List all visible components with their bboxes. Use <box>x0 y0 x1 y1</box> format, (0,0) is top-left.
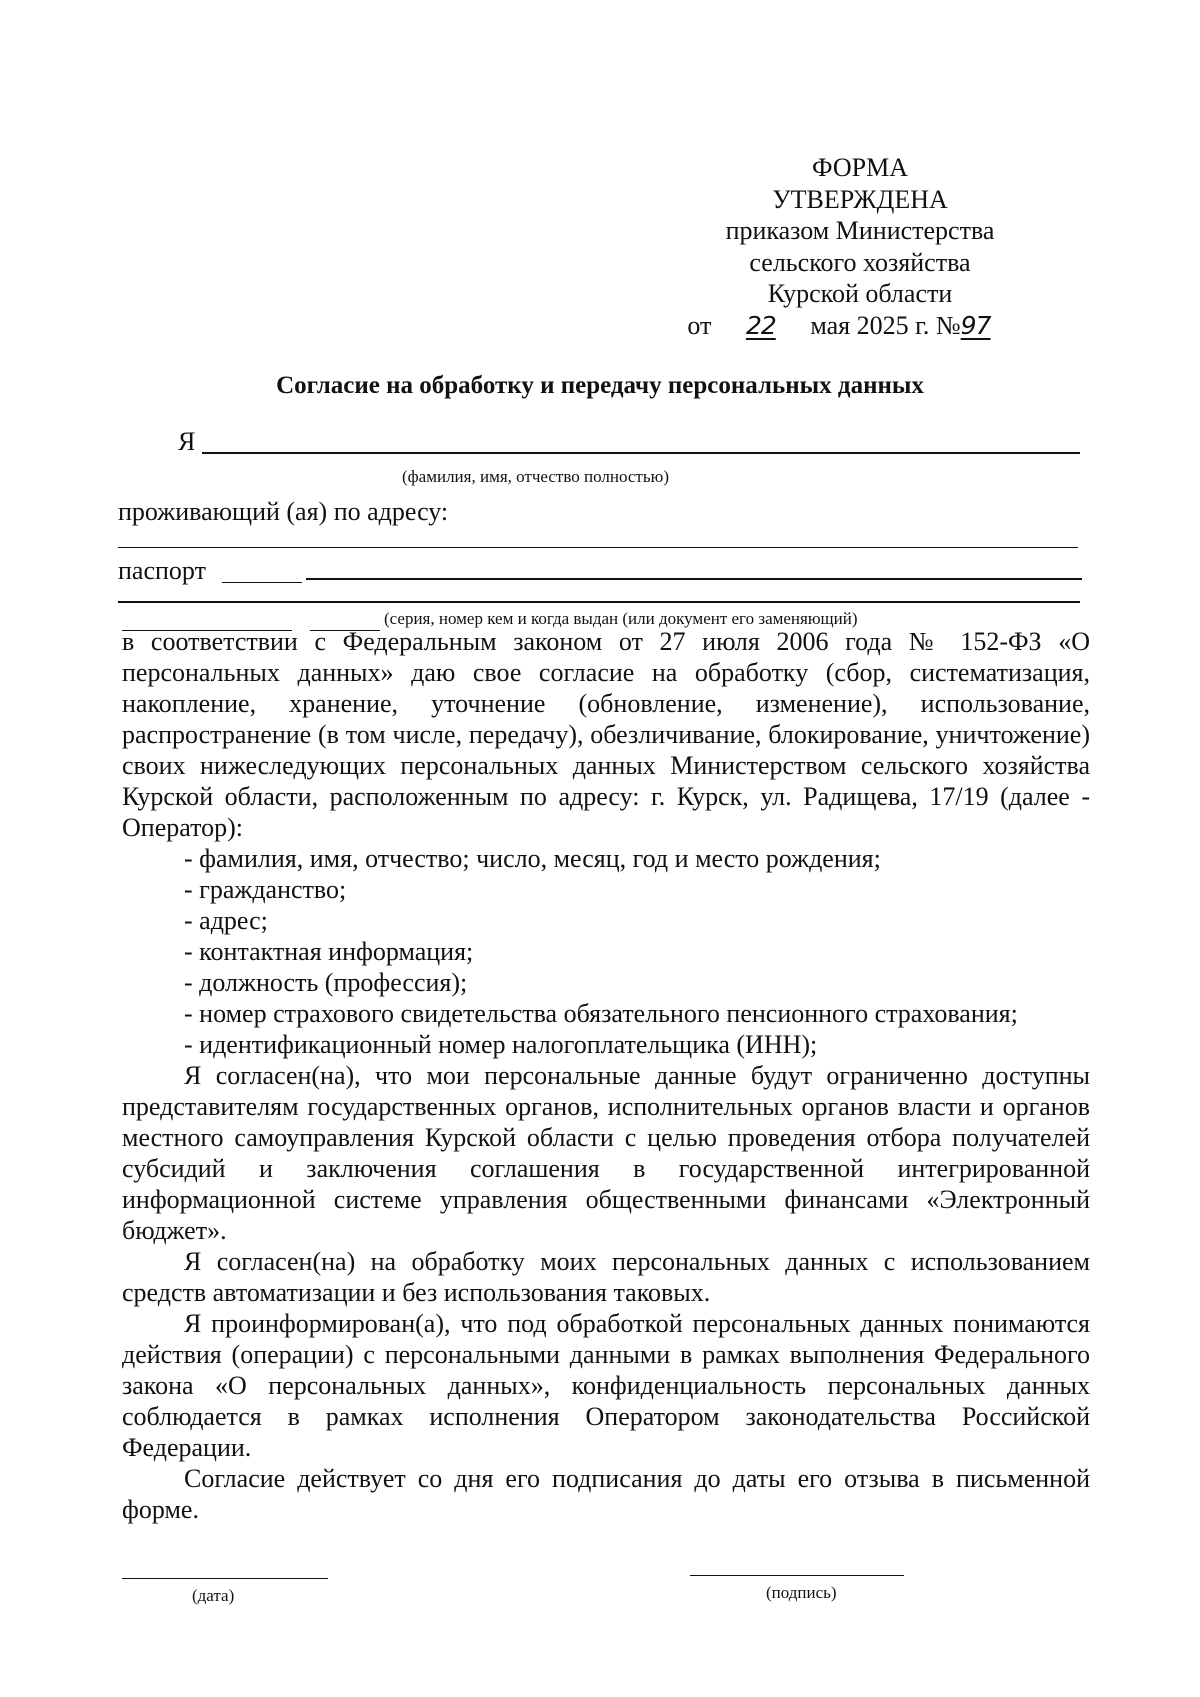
consent-paragraph-validity: Согласие действует со дня его подписания до даты его отзыва в письменной форме. <box>122 1464 1090 1524</box>
passport-blank-line-b <box>306 578 1082 580</box>
date-caption: (дата) <box>192 1586 235 1605</box>
date-blank-line <box>122 1578 328 1579</box>
consent-paragraph-informed: Я проинформирован(а), что под обработкой персональных данных понимаются действия (операции) с персональными данными в рамках выполнения Федерального закона «О персональных данных», конфиденциальность персональных данных соблюдается в рамках исполнения Оператором законодательства Российской Федерации. <box>122 1309 1090 1462</box>
list-item: - адрес; <box>184 906 268 935</box>
ya-label: Я <box>178 427 196 456</box>
passport-blank-line-a <box>222 582 302 583</box>
consent-paragraph-access: Я согласен(на), что мои персональные данные будут ограниченно доступны представителям государственных органов, исполнительных органов власти и органов местного самоуправления Курской области с целью проведения отбора получателей субсидий и заключения соглашения в государственной интегрированной информационной системе управления общественными финансами «Электронный бюджет». <box>122 1061 1090 1245</box>
approval-form-label: ФОРМА <box>812 153 908 182</box>
approval-approved-label: УТВЕРЖДЕНА <box>772 184 948 214</box>
approval-date-rest: мая 2025 г. № <box>810 310 961 340</box>
list-item-inn: - идентификационный номер налогоплательщика (ИНН); <box>184 1030 818 1059</box>
approval-order-label: приказом Министерства <box>725 216 995 245</box>
approval-ministry-label: сельского хозяйства <box>749 247 971 277</box>
approval-date-prefix: от <box>687 310 712 340</box>
approval-region-label: Курской области <box>767 279 953 308</box>
passport-blank-line-2 <box>118 601 1080 603</box>
signature-blank-line <box>690 1575 904 1576</box>
approval-date-line <box>648 310 1048 342</box>
signature-caption: (подпись) <box>766 1583 837 1602</box>
fio-caption: (фамилия, имя, отчество полностью) <box>402 467 669 486</box>
approval-stamp <box>660 152 1060 341</box>
passport-label: паспорт <box>118 556 206 585</box>
handwritten-order-number: 97 <box>960 310 991 340</box>
list-item-snils: - номер страхового свидетельства обязательного пенсионного страхования; <box>184 999 1018 1028</box>
fio-blank-line <box>202 452 1080 454</box>
consent-body <box>122 626 1090 1525</box>
list-item: - должность (профессия); <box>184 968 468 997</box>
passport-caption: (серия, номер кем и когда выдан (или документ его заменяющий) <box>384 609 858 628</box>
consent-paragraph-automation: Я согласен(на) на обработку моих персональных данных с использованием средств автоматизации и без использования таковых. <box>122 1247 1090 1307</box>
address-blank-line <box>118 547 1078 548</box>
list-item: - гражданство; <box>184 875 347 904</box>
list-item: - контактная информация; <box>184 937 474 966</box>
document-title: Согласие на обработку и передачу персональных данных <box>276 372 924 399</box>
list-item: - фамилия, имя, отчество; число, месяц, год и место рождения; <box>184 844 881 873</box>
address-label: проживающий (ая) по адресу: <box>118 497 449 526</box>
consent-intro: в соответствии с Федеральным законом от 27 июля 2006 года № 152-ФЗ «О персональных данных» даю свое согласие на обработку (сбор, систематизация, накопление, хранение, уточнение (обновление, изменение), использование, распространение (в том числе, передачу), обезличивание, блокирование, уничтожение) своих нижеследующих персональных данных Министерством сельского хозяйства Курской области, расположенным по адресу: г. Курск, ул. Радищева, 17/19 (далее - Оператор): <box>122 627 1090 842</box>
handwritten-day: 22 <box>745 310 776 340</box>
